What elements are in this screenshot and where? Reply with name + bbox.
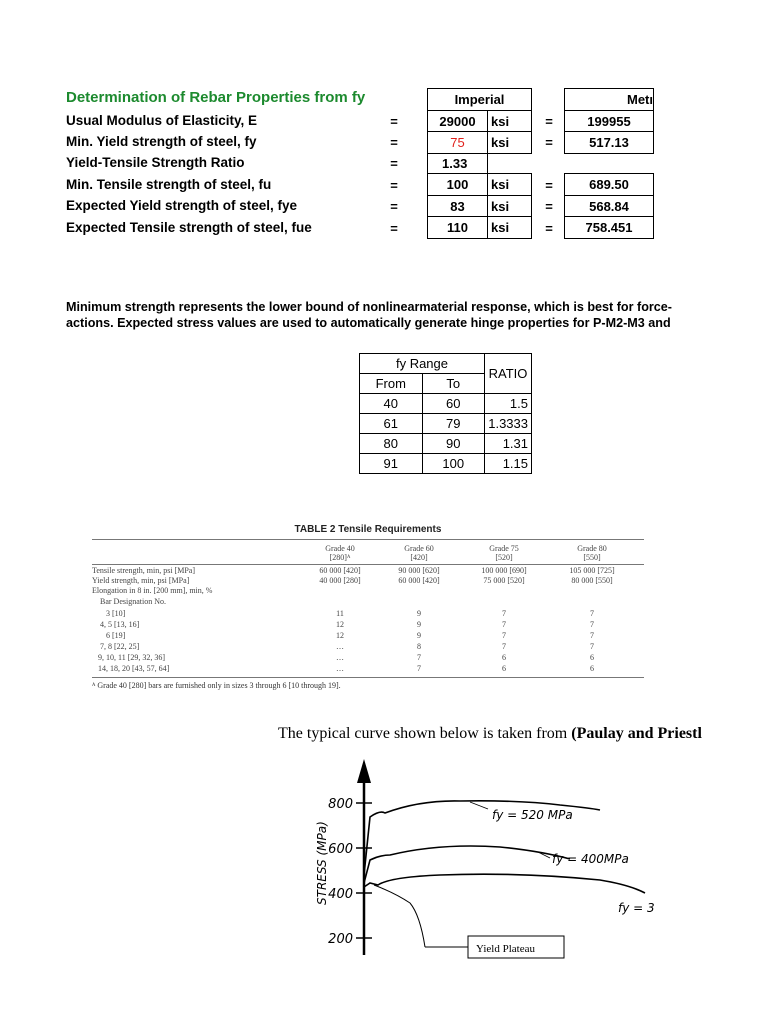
imperial-value-modulus[interactable]: 29000	[427, 110, 488, 132]
table2-footnote: ᴬ Grade 40 [280] bars are furnished only in sizes 3 through 6 [10 through 19].	[92, 681, 341, 690]
equals-sign: =	[390, 114, 398, 129]
row-label: Tensile strength, min, psi [MPa]	[92, 566, 195, 575]
grade-header: Grade 60	[404, 544, 434, 553]
row-value: …	[336, 642, 344, 651]
fy-range-header: fy Range	[360, 354, 485, 374]
range-from[interactable]: 91	[360, 454, 423, 474]
row-value: 11	[336, 609, 344, 618]
row-value: …	[336, 664, 344, 673]
row-value: 7	[502, 609, 506, 618]
row-value: 60 000 [420]	[319, 566, 361, 575]
metric-value-fye[interactable]: 568.84	[564, 195, 654, 217]
grade-header: Grade 80	[577, 544, 607, 553]
row-value: 6	[502, 653, 506, 662]
curve-400	[364, 846, 570, 883]
row-value: 8	[417, 642, 421, 651]
row-value: 60 000 [420]	[398, 576, 440, 585]
row-value: 75 000 [520]	[483, 576, 525, 585]
row-value: 100 000 [690]	[481, 566, 527, 575]
row-value: 40 000 [280]	[319, 576, 361, 585]
curve-300	[364, 874, 645, 893]
from-header: From	[360, 374, 423, 394]
range-from[interactable]: 80	[360, 434, 423, 454]
row-value: 7	[590, 631, 594, 640]
curve-label-300: fy = 3	[618, 901, 655, 915]
row-value: 80 000 [550]	[571, 576, 613, 585]
row-value: 7	[590, 642, 594, 651]
table2-image	[92, 524, 644, 698]
row-value: 6	[502, 664, 506, 673]
row-value: 6	[590, 653, 594, 662]
grade-header: Grade 40	[325, 544, 355, 553]
range-to[interactable]: 60	[422, 394, 485, 414]
row-label: 9, 10, 11 [29, 32, 36]	[98, 653, 166, 662]
row-value: 12	[336, 620, 344, 629]
property-label-fye: Expected Yield strength of steel, fye	[66, 198, 298, 213]
yield-plateau-label: Yield Plateau	[476, 943, 535, 955]
range-ratio[interactable]: 1.5	[485, 394, 532, 414]
y-tick-label: 600	[328, 842, 353, 857]
curve-heading	[278, 725, 702, 743]
row-value: 7	[502, 631, 506, 640]
property-label-fue: Expected Tensile strength of steel, fue	[66, 220, 312, 235]
equals-sign: =	[390, 221, 398, 236]
table-row	[360, 454, 532, 474]
equals-sign: =	[545, 178, 553, 193]
row-label: 14, 18, 20 [43, 57, 64]	[98, 664, 170, 673]
fy-range-table	[359, 353, 532, 474]
y-tick-label: 200	[328, 932, 353, 947]
property-label-fy: Min. Yield strength of steel, fy	[66, 134, 257, 149]
grade-sub: [420]	[410, 553, 428, 562]
row-value: 105 000 [725]	[569, 566, 615, 575]
imperial-value-fye[interactable]: 83	[427, 195, 488, 217]
equals-sign: =	[545, 135, 553, 150]
row-value: 12	[336, 631, 344, 640]
imperial-value-fu[interactable]: 100	[427, 173, 488, 196]
row-value: 7	[590, 620, 594, 629]
property-label-ratio: Yield-Tensile Strength Ratio	[66, 155, 245, 170]
row-value: 7	[502, 642, 506, 651]
y-tick-label: 800	[328, 797, 353, 812]
unit-ksi: ksi	[487, 216, 532, 239]
y-tick-label: 400	[328, 887, 353, 902]
metric-value-fy[interactable]: 517.13	[564, 131, 654, 154]
unit-ksi: ksi	[487, 195, 532, 217]
divider	[92, 677, 644, 678]
row-value: 9	[417, 620, 421, 629]
imperial-value-fy-input[interactable]: 75	[427, 131, 488, 154]
row-value: 7	[502, 620, 506, 629]
row-value: 9	[417, 609, 421, 618]
row-value: …	[336, 653, 344, 662]
equals-sign: =	[390, 156, 398, 171]
metric-header[interactable]: Metı	[564, 88, 654, 111]
range-to[interactable]: 90	[422, 434, 485, 454]
equals-sign: =	[390, 178, 398, 193]
unit-ksi: ksi	[487, 131, 532, 154]
divider	[92, 564, 644, 565]
range-ratio[interactable]: 1.15	[485, 454, 532, 474]
row-label: 3 [10]	[106, 609, 126, 618]
row-value: 90 000 [620]	[398, 566, 440, 575]
equals-sign: =	[390, 135, 398, 150]
row-value: 7	[417, 653, 421, 662]
row-value: 6	[590, 664, 594, 673]
range-ratio[interactable]: 1.31	[485, 434, 532, 454]
range-ratio[interactable]: 1.3333	[485, 414, 532, 434]
section-title: Determination of Rebar Properties from fy	[66, 89, 366, 106]
curve-heading-text: The typical curve shown below is taken from	[278, 725, 572, 742]
property-label-fu: Min. Tensile strength of steel, fu	[66, 177, 272, 192]
imperial-header[interactable]: Imperial	[427, 88, 532, 111]
row-label: Bar Designation No.	[100, 597, 166, 606]
imperial-value-fue[interactable]: 110	[427, 216, 488, 239]
row-label: 6 [19]	[106, 631, 126, 640]
table-row	[360, 434, 532, 454]
row-value: 7	[590, 609, 594, 618]
range-from[interactable]: 40	[360, 394, 423, 414]
note-line-2: actions. Expected stress values are used to automatically generate hinge properties for P-M2-M3 and	[66, 316, 671, 330]
curve-label-400: fy = 400MPa	[552, 852, 629, 866]
metric-value-fu[interactable]: 689.50	[564, 173, 654, 196]
table-row	[360, 414, 532, 434]
plateau-leader	[374, 885, 425, 947]
table2-caption: TABLE 2 Tensile Requirements	[294, 524, 442, 535]
equals-sign: =	[545, 221, 553, 236]
note-line-1: Minimum strength represents the lower bound of nonlinearmaterial response, which is best for force-	[66, 300, 673, 314]
unit-ksi: ksi	[487, 110, 532, 132]
row-value: 7	[417, 664, 421, 673]
imperial-value-ratio[interactable]: 1.33	[427, 153, 488, 174]
curve-label-520: fy = 520 MPa	[492, 808, 573, 822]
divider	[92, 539, 644, 540]
range-from[interactable]: 61	[360, 414, 423, 434]
range-to[interactable]: 79	[422, 414, 485, 434]
table-row	[360, 394, 532, 414]
axis-arrow-icon	[357, 759, 371, 783]
unit-ksi: ksi	[487, 173, 532, 196]
metric-value-modulus[interactable]: 199955	[564, 110, 654, 132]
grade-header: Grade 75	[489, 544, 519, 553]
range-to[interactable]: 100	[422, 454, 485, 474]
row-label: 4, 5 [13, 16]	[100, 620, 140, 629]
row-value: 9	[417, 631, 421, 640]
equals-sign: =	[545, 199, 553, 214]
metric-value-fue[interactable]: 758.451	[564, 216, 654, 239]
to-header: To	[422, 374, 485, 394]
grade-sub: [520]	[495, 553, 513, 562]
row-label: Yield strength, min, psi [MPa]	[92, 576, 190, 585]
row-label: 7, 8 [22, 25]	[100, 642, 140, 651]
grade-sub: [550]	[583, 553, 601, 562]
stress-strain-figure	[300, 755, 655, 955]
property-label-modulus: Usual Modulus of Elasticity, E	[66, 113, 258, 128]
grade-sub: [280]ᴬ	[329, 553, 351, 562]
equals-sign: =	[390, 199, 398, 214]
equals-sign: =	[545, 114, 553, 129]
ratio-header: RATIO	[485, 354, 532, 394]
row-label: Elongation in 8 in. [200 mm], min, %	[92, 586, 213, 595]
label-leader	[470, 802, 488, 809]
curve-heading-source: (Paulay and Priestl	[571, 725, 702, 742]
y-axis-label: STRESS (MPa)	[315, 821, 329, 905]
